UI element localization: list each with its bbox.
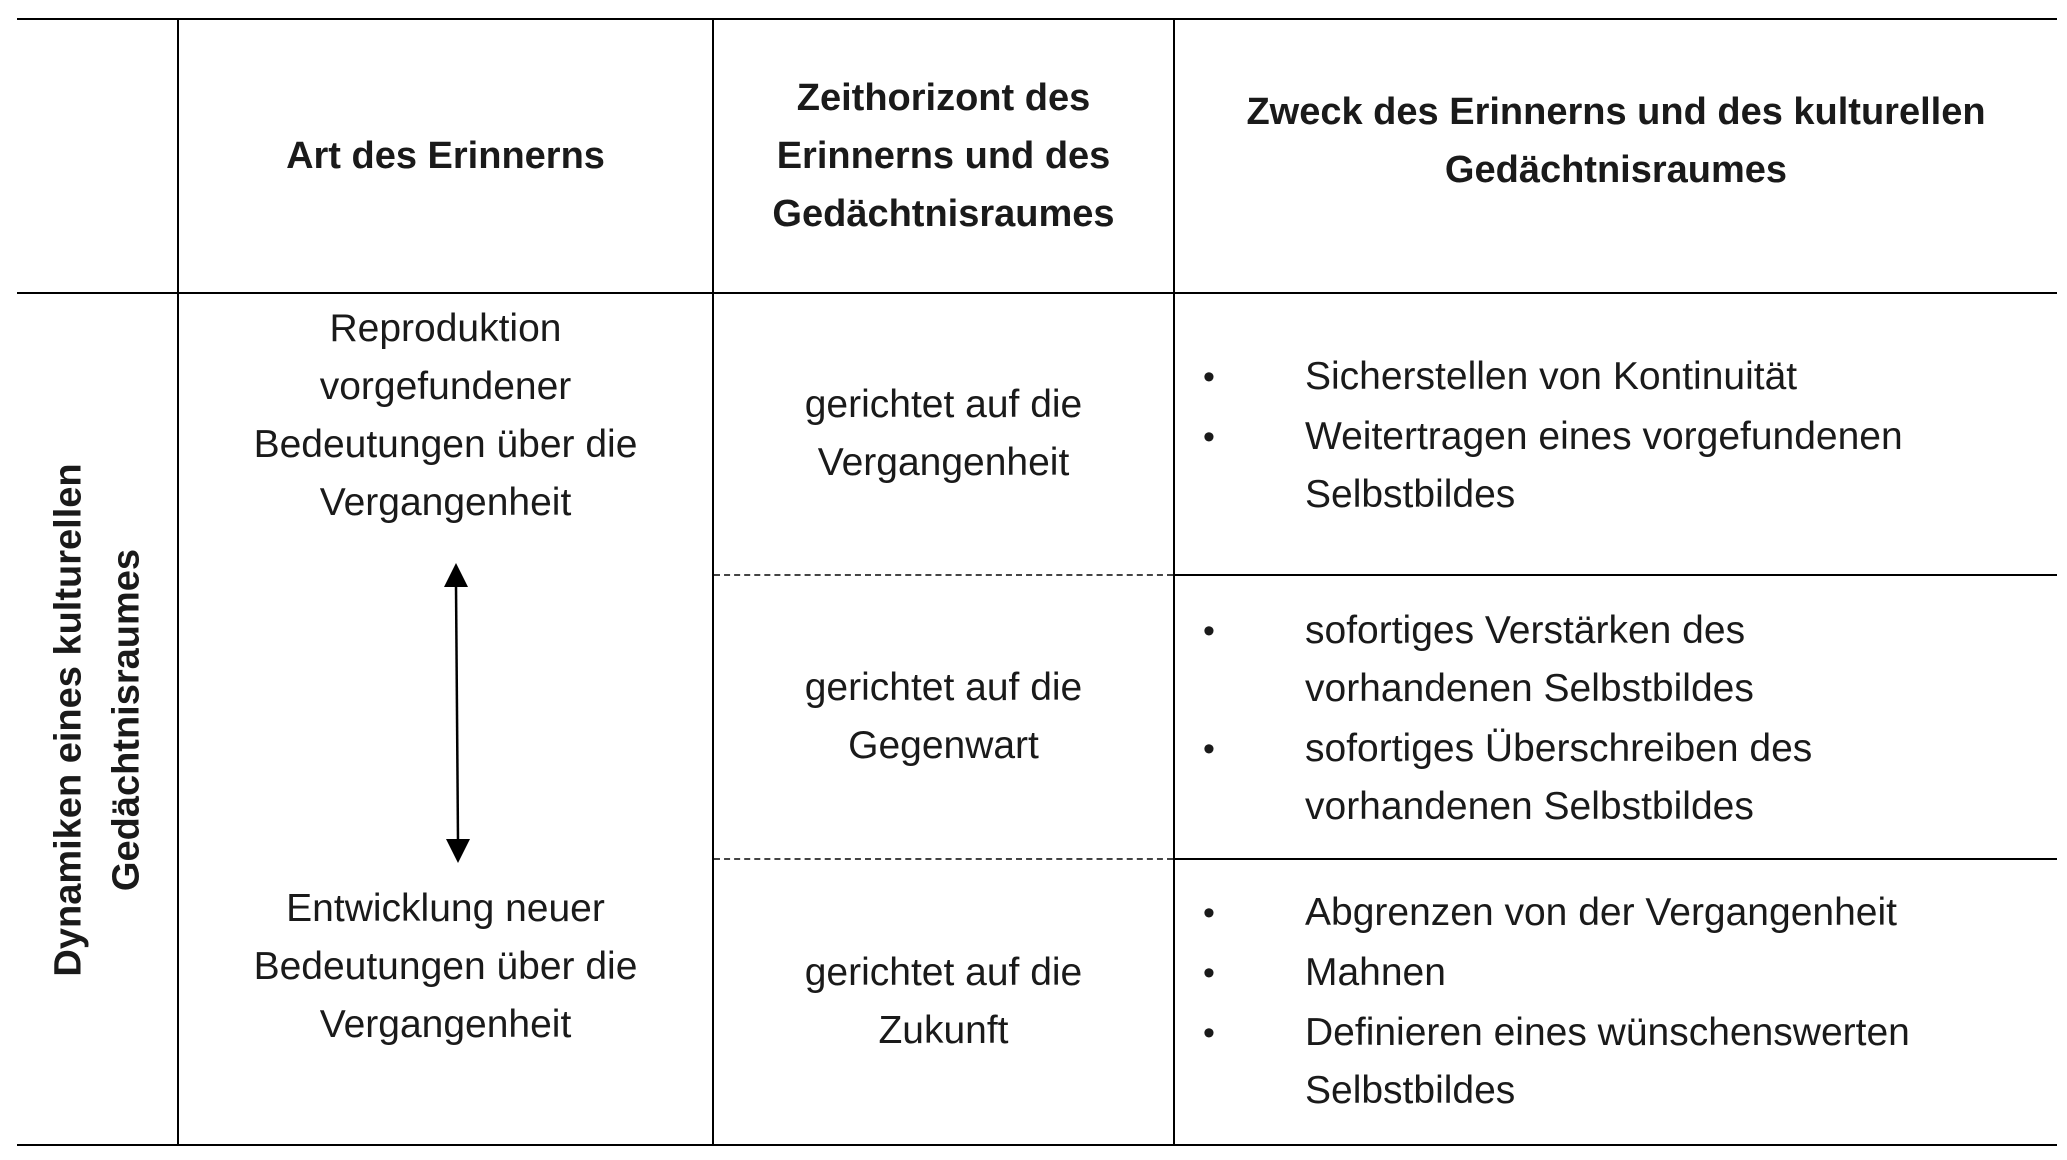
- zeit-row1-line1: gerichtet auf die: [804, 383, 1083, 426]
- art-top-text: [179, 300, 712, 540]
- list-item: [1195, 720, 2045, 836]
- art-top-line1: Reproduktion: [329, 307, 562, 350]
- header-zeithorizont-line3: Gedächtnisraumes: [772, 193, 1115, 235]
- zeit-row3-line2: Zukunft: [878, 1009, 1009, 1052]
- header-zweck-line2: Gedächtnisraumes: [1444, 149, 1788, 191]
- art-bottom-text: [179, 880, 712, 1070]
- header-art-des-erinnerns: Art des Erinnerns: [286, 135, 605, 177]
- zeit-row2-line1: gerichtet auf die: [804, 666, 1083, 709]
- zeit-row2-line2: Gegenwart: [848, 724, 1039, 767]
- zweck-row3-list: [1195, 884, 2045, 1122]
- zweck-text: sofortiges Überschreiben des: [1305, 727, 1813, 770]
- zeit-row1-cell: [714, 294, 1173, 574]
- art-top-line3: Bedeutungen über die: [253, 423, 638, 466]
- zweck-text: sofortiges Verstärken des: [1305, 609, 1746, 652]
- header-zweck-line1: Zweck des Erinnerns und des kulturellen: [1246, 91, 1986, 133]
- zeit-row3-cell: [714, 860, 1173, 1144]
- zweck-text: Sicherstellen von Kontinuität: [1305, 355, 1798, 398]
- row-divider-1: [1175, 574, 2057, 576]
- side-label-cell: [17, 293, 179, 1146]
- double-arrow-vertical-icon: [437, 563, 477, 863]
- zweck-text: Mahnen: [1305, 951, 1446, 994]
- art-bottom-line3: Vergangenheit: [319, 1003, 572, 1046]
- zeit-row1-line2: Vergangenheit: [817, 441, 1070, 484]
- list-item: [1195, 944, 2045, 1002]
- table-bottom-border: [17, 1144, 2057, 1146]
- row-divider-2: [1175, 858, 2057, 860]
- bullet-icon: •: [1203, 358, 1215, 396]
- memory-dynamics-table: [17, 18, 2057, 1146]
- art-top-line4: Vergangenheit: [319, 481, 572, 524]
- list-item: [1195, 884, 2045, 942]
- bullet-icon: •: [1203, 418, 1215, 456]
- bullet-icon: •: [1203, 1014, 1215, 1052]
- art-bottom-line2: Bedeutungen über die: [253, 945, 638, 988]
- zweck-text: Selbstbildes: [1305, 473, 1516, 516]
- header-zeithorizont-line1: Zeithorizont des: [796, 77, 1091, 119]
- zweck-text: vorhandenen Selbstbildes: [1305, 785, 1754, 828]
- zweck-text: Weitertragen eines vorgefundenen: [1305, 415, 1903, 458]
- zweck-text: Abgrenzen von der Vergangenheit: [1305, 891, 1897, 934]
- bullet-icon: •: [1203, 730, 1215, 768]
- zeit-row2-cell: [714, 576, 1173, 858]
- side-label-line1: Dynamiken eines kulturellen: [48, 462, 90, 977]
- zweck-row2-list: [1195, 602, 2045, 838]
- side-label-rotated: [40, 463, 156, 976]
- list-item: [1195, 1004, 2045, 1120]
- list-item: [1195, 408, 2045, 524]
- zweck-text: Selbstbildes: [1305, 1069, 1516, 1112]
- zweck-text: vorhandenen Selbstbildes: [1305, 667, 1754, 710]
- header-zeithorizont-cell: [714, 20, 1173, 292]
- header-zeithorizont-line2: Erinnerns und des: [776, 135, 1111, 177]
- bullet-icon: •: [1203, 612, 1215, 650]
- bullet-icon: •: [1203, 954, 1215, 992]
- bullet-icon: •: [1203, 894, 1215, 932]
- list-item: [1195, 602, 2045, 718]
- art-top-line2: vorgefundener: [319, 365, 572, 408]
- art-bottom-line1: Entwicklung neuer: [286, 887, 605, 930]
- header-empty-cell: [17, 20, 177, 292]
- zweck-text: Definieren eines wünschenswerten: [1305, 1011, 1910, 1054]
- zweck-row1-list: [1195, 348, 2045, 526]
- header-zweck-cell: [1175, 20, 2057, 292]
- zeit-row3-line1: gerichtet auf die: [804, 951, 1083, 994]
- header-art-cell: [179, 20, 712, 292]
- list-item: [1195, 348, 2045, 406]
- side-label-line2: Gedächtnisraumes: [106, 548, 148, 891]
